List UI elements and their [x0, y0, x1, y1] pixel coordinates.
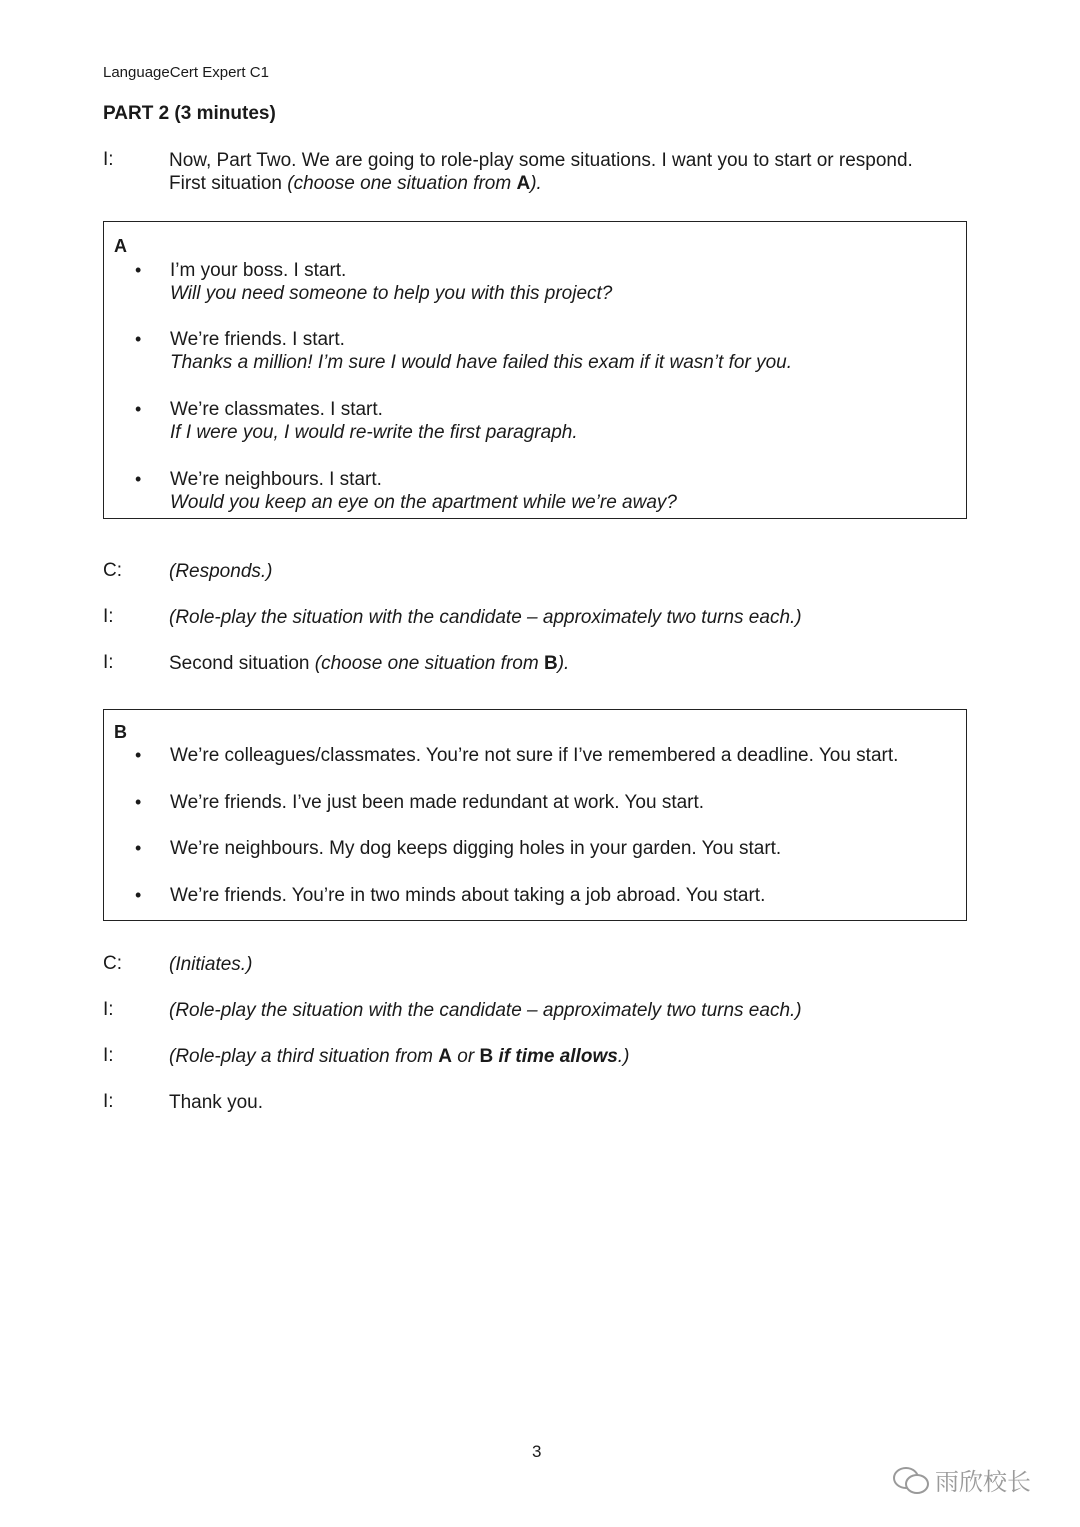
item-line: I’m your boss. I start.	[170, 260, 347, 281]
bullet: •	[135, 885, 142, 905]
bullet: •	[135, 792, 142, 812]
bullet: •	[135, 329, 142, 349]
third-situation	[169, 1045, 629, 1068]
bullet: •	[135, 838, 142, 858]
second-situation	[169, 652, 569, 675]
list-item	[170, 398, 578, 444]
watermark	[893, 1462, 1031, 1497]
third-end: .)	[617, 1046, 630, 1067]
candidate-response: (Responds.)	[169, 561, 273, 582]
item-line: We’re friends. I start.	[170, 329, 345, 350]
situation-box-b	[103, 709, 967, 921]
document-header: LanguageCert Expert C1	[103, 64, 269, 81]
speaker-label: I:	[103, 1045, 114, 1066]
intro-plain: First situation	[169, 173, 288, 194]
speaker-label: I:	[103, 999, 114, 1020]
second-bold: B	[543, 653, 558, 674]
second-plain: Second situation	[169, 653, 315, 674]
list-item	[170, 328, 792, 374]
third-italic-2: or	[452, 1046, 480, 1067]
speaker-label: I:	[103, 606, 114, 627]
speaker-label: I:	[103, 149, 114, 170]
third-bold-2: B	[479, 1046, 494, 1067]
speaker-label: C:	[103, 953, 122, 974]
speaker-label: I:	[103, 1091, 114, 1112]
third-italic-1: (Role-play a third situation from	[169, 1046, 439, 1067]
list-item: We’re friends. I’ve just been made redundant at work. You start.	[170, 792, 705, 813]
bullet: •	[135, 469, 142, 489]
page-number: 3	[532, 1442, 542, 1461]
second-italic: (choose one situation from	[314, 653, 544, 674]
intro-text	[169, 149, 913, 195]
third-bold-1: A	[438, 1046, 453, 1067]
item-line: We’re classmates. I start.	[170, 399, 383, 420]
situation-box-a	[103, 221, 967, 519]
item-prompt: Thanks a million! I’m sure I would have failed this exam if it wasn’t for you.	[170, 352, 792, 373]
item-prompt: Would you keep an eye on the apartment while we’re away?	[170, 492, 677, 513]
item-line: We’re neighbours. I start.	[170, 469, 382, 490]
part-title: PART 2 (3 minutes)	[103, 103, 276, 124]
intro-line-2	[169, 172, 913, 195]
list-item: We’re neighbours. My dog keeps digging holes in your garden. You start.	[170, 838, 782, 859]
box-label-b: B	[114, 722, 127, 742]
box-label-a: A	[114, 236, 127, 256]
bullet: •	[135, 745, 142, 765]
intro-italic: (choose one situation from	[287, 173, 517, 194]
bullet: •	[135, 260, 142, 280]
speaker-label: I:	[103, 652, 114, 673]
speaker-label: C:	[103, 560, 122, 581]
item-prompt: If I were you, I would re-write the first paragraph.	[170, 422, 578, 443]
bullet: •	[135, 399, 142, 419]
candidate-initiates: (Initiates.)	[169, 954, 253, 975]
list-item: We’re friends. You’re in two minds about taking a job abroad. You start.	[170, 885, 766, 906]
list-item	[170, 259, 612, 305]
list-item	[170, 468, 677, 514]
list-item: We’re colleagues/classmates. You’re not sure if I’ve remembered a deadline. You start.	[170, 745, 899, 766]
wechat-icon	[893, 1465, 929, 1495]
closing-text: Thank you.	[169, 1092, 263, 1113]
watermark-text: 雨欣校长	[935, 1469, 1031, 1496]
roleplay-instruction: (Role-play the situation with the candidate – approximately two turns each.)	[169, 607, 802, 628]
second-end: ).	[557, 653, 570, 674]
intro-bold: A	[516, 173, 531, 194]
intro-line-1: Now, Part Two. We are going to role-play some situations. I want you to start or respond.	[169, 150, 913, 171]
roleplay-instruction: (Role-play the situation with the candidate – approximately two turns each.)	[169, 1000, 802, 1021]
third-bold-italic: if time allows	[493, 1046, 618, 1067]
item-prompt: Will you need someone to help you with this project?	[170, 283, 613, 304]
intro-end: ).	[530, 173, 542, 194]
